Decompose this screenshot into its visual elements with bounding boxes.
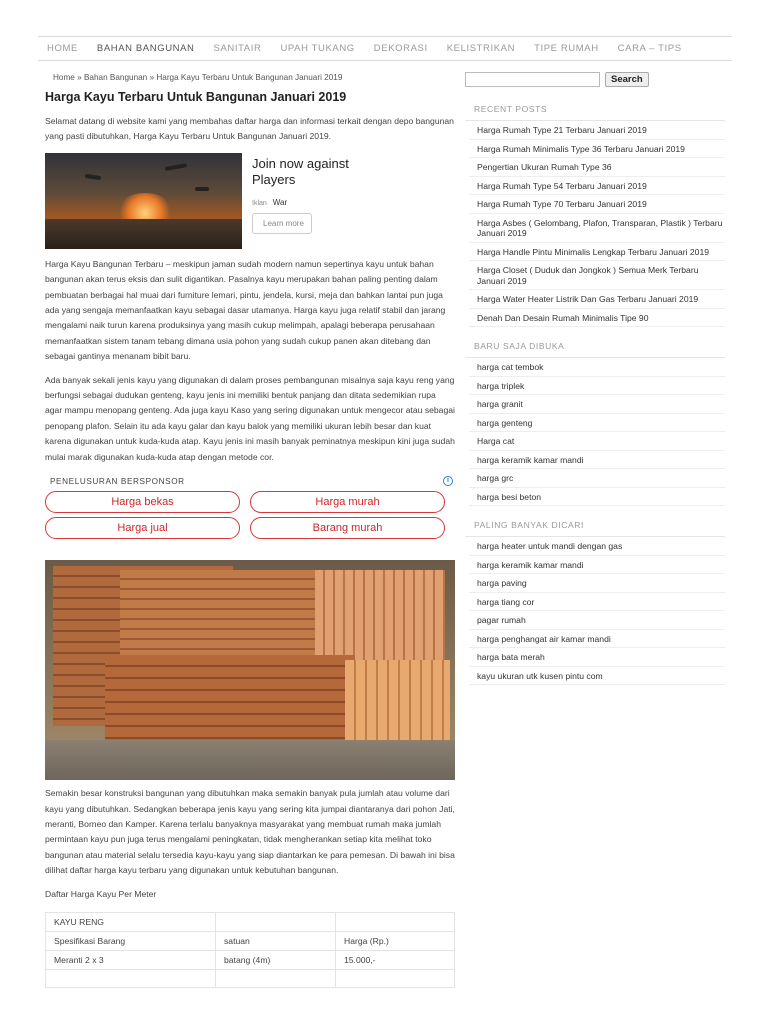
breadcrumb-current: Harga Kayu Terbaru Untuk Bangunan Januari 2019: [156, 73, 343, 82]
sponsored-pill[interactable]: Harga bekas: [45, 491, 240, 513]
search-button[interactable]: Search: [605, 72, 649, 87]
plane-silhouette: [165, 163, 187, 171]
nav-dekorasi[interactable]: DEKORASI: [373, 43, 428, 54]
table-cell: batang (4m): [216, 950, 336, 969]
recent-post-link[interactable]: Harga Rumah Type 70 Terbaru Januari 2019: [469, 195, 725, 214]
table-header-row: [46, 931, 455, 950]
search-term-link[interactable]: harga heater untuk mandi dengan gas: [469, 537, 725, 556]
table-cell: 15.000,-: [336, 950, 455, 969]
breadcrumb-home[interactable]: Home: [53, 73, 75, 82]
search-term-link[interactable]: harga triplek: [469, 377, 725, 396]
paling-banyak-dicari-title: PALING BANYAK DICARI: [465, 520, 725, 537]
table-header-cell: Spesifikasi Barang: [46, 931, 216, 950]
search-term-link[interactable]: harga grc: [469, 469, 725, 488]
search-term-link[interactable]: harga bata merah: [469, 648, 725, 667]
plane-silhouette: [85, 174, 101, 180]
recent-post-link[interactable]: Harga Rumah Type 21 Terbaru Januari 2019: [469, 121, 725, 140]
recent-post-link[interactable]: Harga Closet ( Duduk dan Jongkok ) Semua Merk Terbaru Januari 2019: [469, 261, 725, 290]
search-term-link[interactable]: kayu ukuran utk kusen pintu com: [469, 667, 725, 686]
search-term-link[interactable]: harga paving: [469, 574, 725, 593]
baru-saja-dibuka-list: [469, 358, 725, 506]
table-header-cell: Harga (Rp.): [336, 931, 455, 950]
ad-advertiser: War: [272, 197, 288, 207]
sponsored-pill[interactable]: Harga jual: [45, 517, 240, 539]
search-term-link[interactable]: harga keramik kamar mandi: [469, 556, 725, 575]
price-table: [45, 912, 455, 988]
search-form: [465, 72, 725, 87]
body-paragraph-3: Semakin besar konstruksi bangunan yang dibutuhkan maka semakin banyak pula jumlah atau volume dari kayu yang dibutuhkan. Sedangkan beberapa jenis kayu yang sering kita jumpai diantaranya dari pohon Jati, meranti, Borneo dan Kamper. Karena terlalu banyaknya masyarakat yang membuat rumah maka jumlah permintaan kayu pun juga terus mengalami peningkatan, tidak mengherankan setiap kita melihat toko bangunan atau material selalu tersedia kayu-kayu yang siap diantarkan ke para pemesan. Di bawah ini bisa dilihat daftar harga kayu terbaru yang digunakan untuk kebutuhan bangunan.: [45, 788, 455, 876]
breadcrumb: [53, 73, 455, 82]
search-term-link[interactable]: Harga cat: [469, 432, 725, 451]
table-cell: [336, 969, 455, 987]
nav-kelistrikan[interactable]: KELISTRIKAN: [446, 43, 516, 54]
ad-learn-more-button[interactable]: Learn more: [252, 213, 312, 234]
sidebar: [465, 72, 725, 685]
lumber-stack: [120, 570, 345, 660]
table-row: [46, 950, 455, 969]
search-term-link[interactable]: harga besi beton: [469, 488, 725, 507]
recent-posts-title: RECENT POSTS: [465, 104, 725, 121]
ad-text: [252, 153, 349, 249]
table-row: [46, 912, 455, 931]
sponsored-pill[interactable]: Barang murah: [250, 517, 445, 539]
search-input[interactable]: [465, 72, 600, 87]
search-term-link[interactable]: harga penghangat air kamar mandi: [469, 630, 725, 649]
table-cell: [46, 969, 216, 987]
table-cell: [216, 969, 336, 987]
recent-posts-list: [469, 121, 725, 327]
sponsored-pill[interactable]: Harga murah: [250, 491, 445, 513]
table-header-cell: satuan: [216, 931, 336, 950]
warehouse-floor: [45, 740, 455, 780]
search-term-link[interactable]: pagar rumah: [469, 611, 725, 630]
recent-post-link[interactable]: Harga Rumah Type 54 Terbaru Januari 2019: [469, 177, 725, 196]
sponsored-pills: [45, 491, 455, 539]
main-content: [45, 68, 455, 988]
nav-upah-tukang[interactable]: UPAH TUKANG: [280, 43, 355, 54]
ad-image[interactable]: [45, 153, 242, 249]
ad-label: Iklan: [252, 199, 267, 207]
info-icon[interactable]: i: [443, 476, 453, 486]
nav-sanitair[interactable]: SANITAIR: [213, 43, 262, 54]
lumber-ends: [315, 570, 445, 660]
table-section-cell: KAYU RENG: [46, 912, 216, 931]
table-row: [46, 969, 455, 987]
search-term-link[interactable]: harga tiang cor: [469, 593, 725, 612]
search-term-link[interactable]: harga genteng: [469, 414, 725, 433]
breadcrumb-separator: »: [74, 73, 84, 82]
recent-post-link[interactable]: Harga Water Heater Listrik Dan Gas Terbaru Januari 2019: [469, 290, 725, 309]
ad-meta: [252, 198, 308, 207]
table-cell: Meranti 2 x 3: [46, 950, 216, 969]
baru-saja-dibuka-title: BARU SAJA DIBUKA: [465, 341, 725, 358]
nav-cara-tips[interactable]: CARA – TIPS: [617, 43, 682, 54]
recent-post-link[interactable]: Denah Dan Desain Rumah Minimalis Tipe 90: [469, 309, 725, 328]
intro-paragraph: Selamat datang di website kami yang membahas daftar harga dan informasi terkait dengan depo bangunan yang pasti dibutuhkan, Harga Kayu Terbaru Untuk Bangunan Januari 2019.: [45, 116, 454, 142]
nav-tipe-rumah[interactable]: TIPE RUMAH: [534, 43, 599, 54]
plane-silhouette: [195, 187, 209, 191]
search-term-link[interactable]: harga granit: [469, 395, 725, 414]
top-nav: [38, 36, 732, 61]
recent-post-link[interactable]: Pengertian Ukuran Rumah Type 36: [469, 158, 725, 177]
breadcrumb-separator: »: [147, 73, 157, 82]
list-heading: Daftar Harga Kayu Per Meter: [45, 888, 157, 899]
nav-bahan-bangunan[interactable]: BAHAN BANGUNAN: [96, 43, 195, 54]
paling-banyak-dicari-list: [469, 537, 725, 685]
page-title: Harga Kayu Terbaru Untuk Bangunan Januari 2019: [45, 90, 347, 104]
table-cell: [336, 912, 455, 931]
recent-post-link[interactable]: Harga Rumah Minimalis Type 36 Terbaru Januari 2019: [469, 140, 725, 159]
sponsored-label: PENELUSURAN BERSPONSOR: [50, 477, 185, 487]
search-term-link[interactable]: harga keramik kamar mandi: [469, 451, 725, 470]
table-cell: [216, 912, 336, 931]
body-paragraph-2: Ada banyak sekali jenis kayu yang digunakan di dalam proses pembangunan misalnya saja kayu reng yang berfungsi sebagai dudukan genteng, kayu jenis ini memiliki bentuk panjang dan ditata sedemikian rupa agar mampu menopang genteng. Ada juga kayu Kaso yang sering digunakan untuk mengecor atau sebagai penopang plafon. Selain itu ada kayu galar dan kayu balok yang memiliki ukuran lebih besar dan kuat karena digunakan untuk kuda-kuda atap. Kayu jenis ini masih banyak peminatnya meskipun kini juga sudah mulai marak digunakan kuda-kuda atap dengan metode cor.: [45, 374, 455, 462]
lumber-stack-photo: [45, 560, 455, 780]
recent-post-link[interactable]: Harga Handle Pintu Minimalis Lengkap Terbaru Januari 2019: [469, 243, 725, 262]
display-ad[interactable]: [45, 153, 455, 249]
search-term-link[interactable]: harga cat tembok: [469, 358, 725, 377]
nav-home[interactable]: HOME: [47, 43, 78, 54]
recent-post-link[interactable]: Harga Asbes ( Gelombang, Plafon, Transparan, Plastik ) Terbaru Januari 2019: [469, 214, 725, 243]
ad-headline[interactable]: Join now against Players: [252, 155, 349, 187]
sponsored-search: [45, 477, 455, 547]
battlefield-ground: [45, 219, 242, 249]
breadcrumb-category[interactable]: Bahan Bangunan: [83, 73, 148, 82]
body-paragraph-1: Harga Kayu Bangunan Terbaru – meskipun jaman sudah modern namun sepertinya kayu untuk bahan bangunan akan terus eksis dan sulit digantikan. Pasalnya kayu merupakan bahan paling penting dalam pembuatan berbagai hal muai dari furniture lemari, pintu, jendela, kursi, meja dan bahkan lantai pun juga ada yang sengaja memanfaatkan kayu sebagai dasar utamanya. Harga kayu juga relatif stabil dan jarang mengalami naik turun karena produksinya yang masih cukup melimpah, apalagi beberapa perusahaan memanfaatkan sistem tanam tebang dimana usia pohon yang sudah cukup panen akan ditebang dan sebagai gantinya menanam bibit baru.: [45, 258, 446, 362]
